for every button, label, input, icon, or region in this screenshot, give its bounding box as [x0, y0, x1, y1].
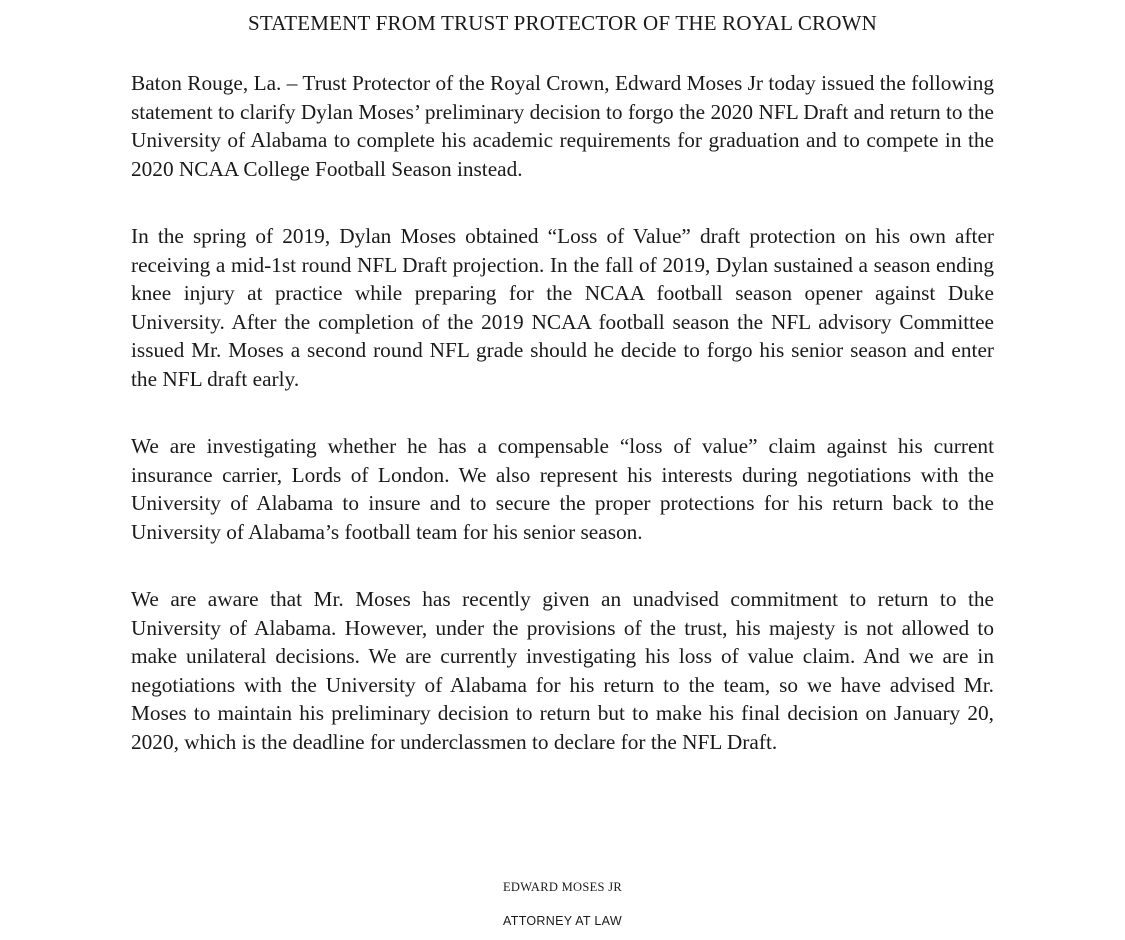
paragraph-intro: Baton Rouge, La. – Trust Protector of the Royal Crown, Edward Moses Jr today issued the following statement to clarify Dylan Moses’ preliminary decision to forgo the 2020 NFL Draft and return to the University of Alabama to complete his academic requirements for graduation and to compete in the 2020 NCAA College Football Season instead.	[131, 71, 994, 181]
signature-title: ATTORNEY AT LAW	[503, 914, 622, 928]
paragraph-decision: We are aware that Mr. Moses has recently given an unadvised commitment to return to the University of Alabama. However, under the provisions of the trust, his majesty is not allowed to make unilateral decisions. We are currently investigating his loss of value claim. And we are in negotiations with the University of Alabama for his return to the team, so we have advised Mr. Moses to maintain his preliminary decision to return but to make his final decision on January 20, 2020, which is the deadline for underclassmen to declare for the NFL Draft.	[131, 587, 994, 754]
document-title: STATEMENT FROM TRUST PROTECTOR OF THE ROYAL CROWN	[247, 11, 878, 35]
paragraph-draft-protection: In the spring of 2019, Dylan Moses obtained “Loss of Value” draft protection on his own after receiving a mid-1st round NFL Draft projection. In the fall of 2019, Dylan sustained a season ending knee injury at practice while preparing for the NCAA football season opener against Duke University. After the completion of the 2019 NCAA football season the NFL advisory Committee issued Mr. Moses a second round NFL grade should he decide to forgo his senior season and enter the NFL draft early.	[131, 224, 994, 391]
document-body	[131, 69, 994, 795]
paragraph-investigation: We are investigating whether he has a compensable “loss of value” claim against his current insurance carrier, Lords of London. We also represent his interests during negotiations with the University of Alabama to insure and to secure the proper protections for his return back to the University of Alabama’s football team for his senior season.	[131, 434, 994, 544]
signature-name: EDWARD MOSES JR	[502, 880, 623, 894]
